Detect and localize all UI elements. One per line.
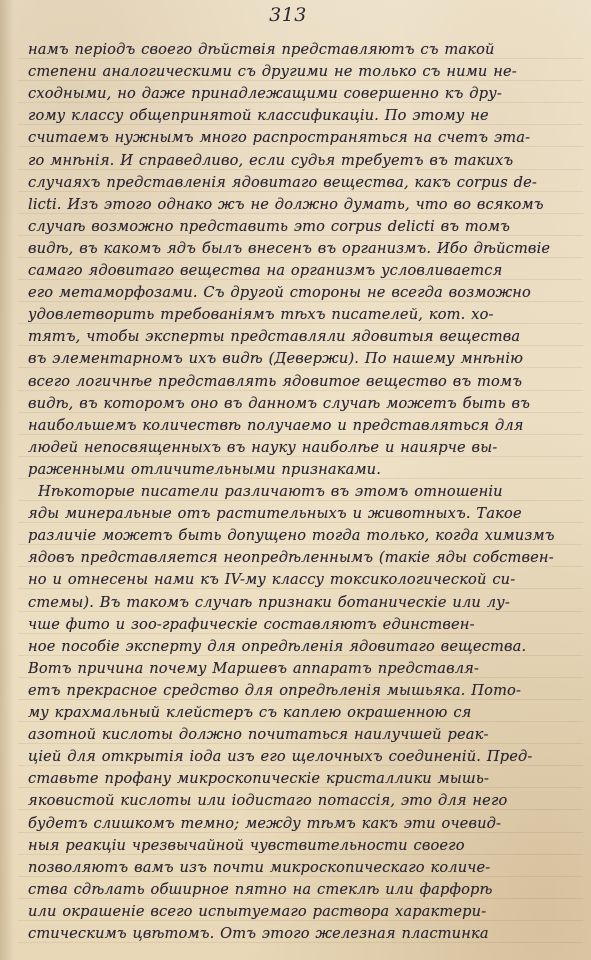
manuscript-line: раженными отличительными признаками. bbox=[28, 460, 382, 478]
manuscript-line: ное пособіе эксперту для опредѣленія ядовитаго вещества. bbox=[28, 637, 527, 655]
manuscript-line: го мнѣнія. И справедливо, если судья требуетъ въ такихъ bbox=[28, 151, 514, 169]
manuscript-line: яды минеральные отъ растительныхъ и животныхъ. Такое bbox=[28, 505, 522, 523]
manuscript-line: яковистой кислоты или іодистаго потассія, это для него bbox=[28, 792, 508, 810]
manuscript-line: чше фито и зоо-графическіе составляютъ единствен- bbox=[28, 615, 475, 633]
manuscript-line: стемы). Въ такомъ случаѣ признаки ботаническіе или лу- bbox=[28, 593, 510, 611]
manuscript-line: различіе можетъ быть допущено тогда только, когда химизмъ bbox=[28, 527, 555, 545]
manuscript-line: самаго ядовитаго вещества на организмъ условливается bbox=[28, 262, 503, 279]
manuscript-line: случаѣ возможно представить это corpus delicti въ томъ bbox=[28, 217, 510, 235]
manuscript-line: Нѣкоторые писатели различаютъ въ этомъ отношеніи bbox=[38, 483, 503, 500]
manuscript-line: наибольшемъ количествѣ получаемо и представляться для bbox=[28, 416, 524, 434]
manuscript-line: видѣ, въ которомъ оно въ данномъ случаѣ можетъ быть въ bbox=[28, 394, 531, 412]
manuscript-line: ціей для открытія іода изъ его щелочныхъ соединеній. Пред- bbox=[28, 748, 533, 766]
manuscript-line: Вотъ причина почему Маршевъ аппаратъ представля- bbox=[28, 659, 480, 677]
manuscript-line: ныя реакціи чрезвычайной чувствительности своего bbox=[28, 836, 465, 854]
manuscript-line: въ элементарномъ ихъ видѣ (Девержи). По нашему мнѣнію bbox=[28, 350, 524, 368]
manuscript-line: удовлетворить требованіямъ тѣхъ писателей, кот. хо- bbox=[28, 306, 494, 324]
manuscript-line: азотной кислоты должно почитаться наилучшей реак- bbox=[28, 726, 489, 744]
manuscript-line: тятъ, чтобы эксперты представляли ядовитыя вещества bbox=[28, 328, 521, 346]
page-edge-shadow bbox=[0, 0, 14, 960]
manuscript-line: будетъ слишкомъ темно; между тѣмъ какъ эти очевид- bbox=[28, 814, 502, 832]
manuscript-line: степени аналогическими съ другими не только съ ними не- bbox=[28, 63, 517, 81]
manuscript-line: стическимъ цвѣтомъ. Отъ этого железная пластинка bbox=[28, 925, 489, 942]
manuscript-line: или окрашеніе всего испытуемаго раствора характери- bbox=[28, 902, 487, 920]
manuscript-line: но и отнесены нами къ IV-му классу токсикологической си- bbox=[28, 571, 516, 589]
manuscript-line: его метаморфозами. Съ другой стороны не всегда возможно bbox=[28, 284, 531, 302]
manuscript-line: licti. Изъ этого однако жъ не должно думать, что во всякомъ bbox=[28, 195, 544, 213]
page-number: 313 bbox=[269, 4, 307, 26]
manuscript-line: всего логичнѣе представлять ядовитое вещество въ томъ bbox=[28, 372, 523, 390]
manuscript-line: ства сдѣлать обширное пятно на стеклѣ или фарфорѣ bbox=[28, 880, 493, 898]
manuscript-line: му крахмальный клейстеръ съ каплею окрашенною ся bbox=[28, 704, 472, 721]
manuscript-line: случаяхъ представленія ядовитаго вещества, какъ corpus de- bbox=[28, 173, 538, 191]
manuscript-line: людей непосвященныхъ въ науку наиболѣе и наиярче вы- bbox=[28, 438, 498, 456]
manuscript-line: видѣ, въ какомъ ядъ былъ внесенъ въ организмъ. Ибо дѣйствіе bbox=[28, 239, 551, 257]
manuscript-line: ставьте профану микроскопическіе кристаллики мышь- bbox=[28, 770, 490, 788]
manuscript-line: считаемъ нужнымъ много распространяться на счетъ эта- bbox=[28, 129, 531, 147]
manuscript-line: гому классу общепринятой классификаціи. По этому не bbox=[28, 107, 489, 125]
manuscript-line: намъ періодъ своего дѣйствія представляютъ съ такой bbox=[28, 41, 495, 58]
manuscript-line: ядовъ представляется неопредѣленнымъ (такіе яды собствен- bbox=[28, 549, 554, 567]
manuscript-line: етъ прекрасное средство для опредѣленія мышьяка. Пото- bbox=[28, 681, 522, 699]
manuscript-line: сходными, но даже принадлежащими совершенно къ дру- bbox=[28, 85, 502, 103]
manuscript-line: позволяютъ вамъ изъ почти микроскопическаго количе- bbox=[28, 858, 491, 876]
